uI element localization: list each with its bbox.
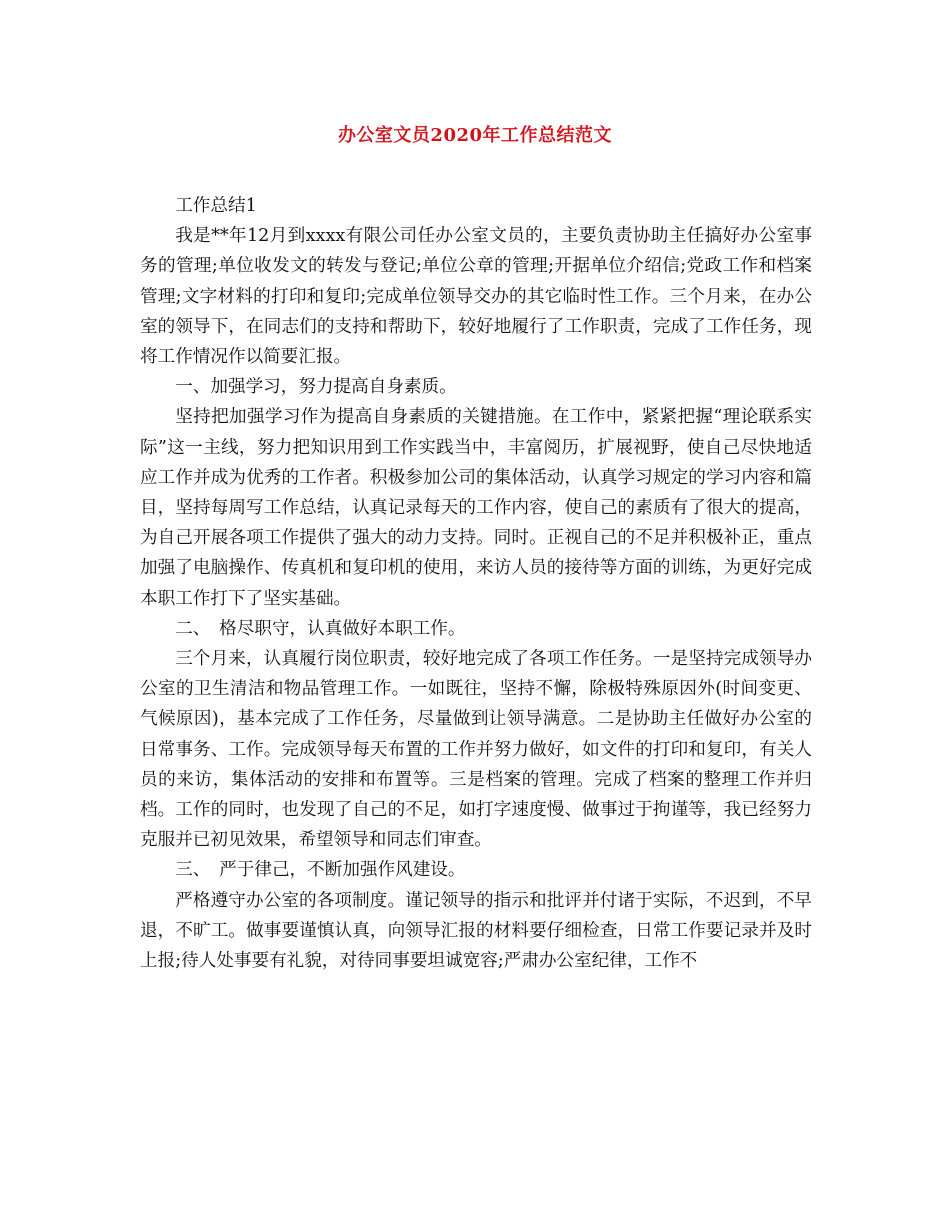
section-heading: 二、 格尽职守，认真做好本职工作。 xyxy=(175,618,466,639)
section-heading: 三、 严于律己，不断加强作风建设。 xyxy=(175,860,466,881)
section-heading: 工作总结1 xyxy=(175,196,257,216)
document-title: 办公室文员2020年工作总结范文 xyxy=(337,125,613,146)
document-body xyxy=(140,191,812,976)
section-heading: 一、加强学习，努力提高自身素质。 xyxy=(175,377,457,398)
body-paragraph: 坚持把加强学习作为提高自身素质的关键措施。在工作中，紧紧把握“理论联系实际”这一主线，努力把知识用到工作实践当中，丰富阅历，扩展视野，使自己尽快地适应工作并成为优秀的工作者。积极参加公司的集体活动，认真学习规定的学习内容和篇目，坚持每周写工作总结，认真记录每天的工作内容，使自己的素质有了很大的提高，为自己开展各项工作提供了强大的动力支持。同时。正视自己的不足并积极补正，重点加强了电脑操作、传真机和复印机的使用，来访人员的接待等方面的训练，为更好完成本职工作打下了坚实基础。 xyxy=(140,407,812,609)
body-paragraph: 严格遵守办公室的各项制度。谨记领导的指示和批评并付诸于实际，不迟到，不早退，不旷工。做事要谨慎认真，向领导汇报的材料要仔细检查，日常工作要记录并及时上报;待人处事要有礼貌，对待同事要坦诚宽容;严肃办公室纪律，工作不 xyxy=(140,890,812,972)
body-paragraph: 我是**年12月到xxxx有限公司任办公室文员的，主要负责协助主任搞好办公室事务的管理;单位收发文的转发与登记;单位公章的管理;开据单位介绍信;党政工作和档案管理;文字材料的打印和复印;完成单位领导交办的其它临时性工作。三个月来，在办公室的领导下，在同志们的支持和帮助下，较好地履行了工作职责，完成了工作任务，现将工作情况作以简要汇报。 xyxy=(140,226,812,368)
body-paragraph: 三个月来，认真履行岗位职责，较好地完成了各项工作任务。一是坚持完成领导办公室的卫生清洁和物品管理工作。一如既往，坚持不懈，除极特殊原因外(时间变更、气候原因)，基本完成了工作任务，尽量做到让领导满意。二是协助主任做好办公室的日常事务、工作。完成领导每天布置的工作并努力做好，如文件的打印和复印，有关人员的来访，集体活动的安排和布置等。三是档案的管理。完成了档案的整理工作并归档。工作的同时，也发现了自己的不足，如打字速度慢、做事过于拘谨等，我已经努力克服并已初见效果，希望领导和同志们审查。 xyxy=(140,649,812,851)
